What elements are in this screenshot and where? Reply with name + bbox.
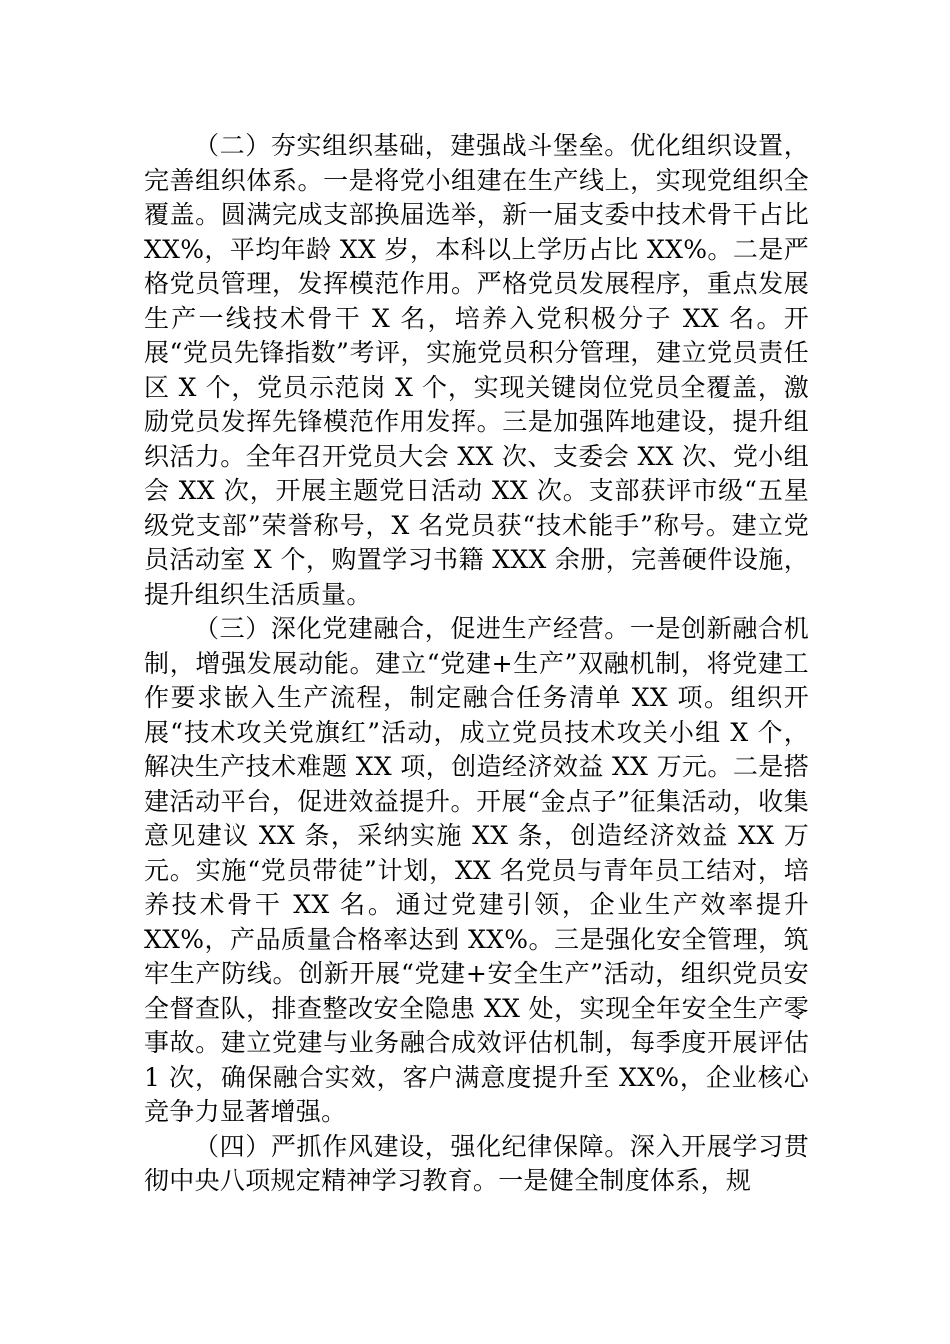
paragraph-party-building-integration: （三）深化党建融合，促进生产经营。一是创新融合机制，增强发展动能。建立“党建+生产”双融机制，将党建工作要求嵌入生产流程，制定融合任务清单 XX 项。组织开展“技术攻关党旗红”活动，成立党员技术攻关小组 X 个，解决生产技术难题 XX 项，创造经济效益 XX 万元。二是搭建活动平台，促进效益提升。开展“金点子”征集活动，收集意见建议 XX 条，采纳实施 XX 条，创造经济效益 XX 万元。实施“党员带徒”计划，XX 名党员与青年员工结对，培养技术骨干 XX 名。通过党建引领，企业生产效率提升 XX%，产品质量合格率达到 XX%。三是强化安全管理，筑牢生产防线。创新开展“党建+安全生产”活动，组织党员安全督查队，排查整改安全隐患 XX 处，实现全年安全生产零事故。建立党建与业务融合成效评估机制，每季度开展评估 1 次，确保融合实效，客户满意度提升至 XX%，企业核心竞争力显著增强。 bbox=[144, 614, 809, 1126]
paragraph-organization-foundation: （二）夯实组织基础，建强战斗堡垒。优化组织设置，完善组织体系。一是将党小组建在生产线上，实现党组织全覆盖。圆满完成支部换届选举，新一届支委中技术骨干占比 XX%，平均年龄 XX 岁，本科以上学历占比 XX%。二是严格党员管理，发挥模范作用。严格党员发展程序，重点发展生产一线技术骨干 X 名，培养入党积极分子 XX 名。开展“党员先锋指数”考评，实施党员积分管理，建立党员责任区 X 个，党员示范岗 X 个，实现关键岗位党员全覆盖，激励党员发挥先锋模范作用发挥。三是加强阵地建设，提升组织活力。全年召开党员大会 XX 次、支委会 XX 次、党小组会 XX 次，开展主题党日活动 XX 次。支部获评市级“五星级党支部”荣誉称号，X 名党员获“技术能手”称号。建立党员活动室 X 个，购置学习书籍 XXX 余册，完善硬件设施，提升组织生活质量。 bbox=[144, 131, 809, 609]
document-body bbox=[144, 129, 809, 1199]
paragraph-work-style-discipline: （四）严抓作风建设，强化纪律保障。深入开展学习贯彻中央八项规定精神学习教育。一是健全制度体系，规 bbox=[144, 1131, 809, 1195]
